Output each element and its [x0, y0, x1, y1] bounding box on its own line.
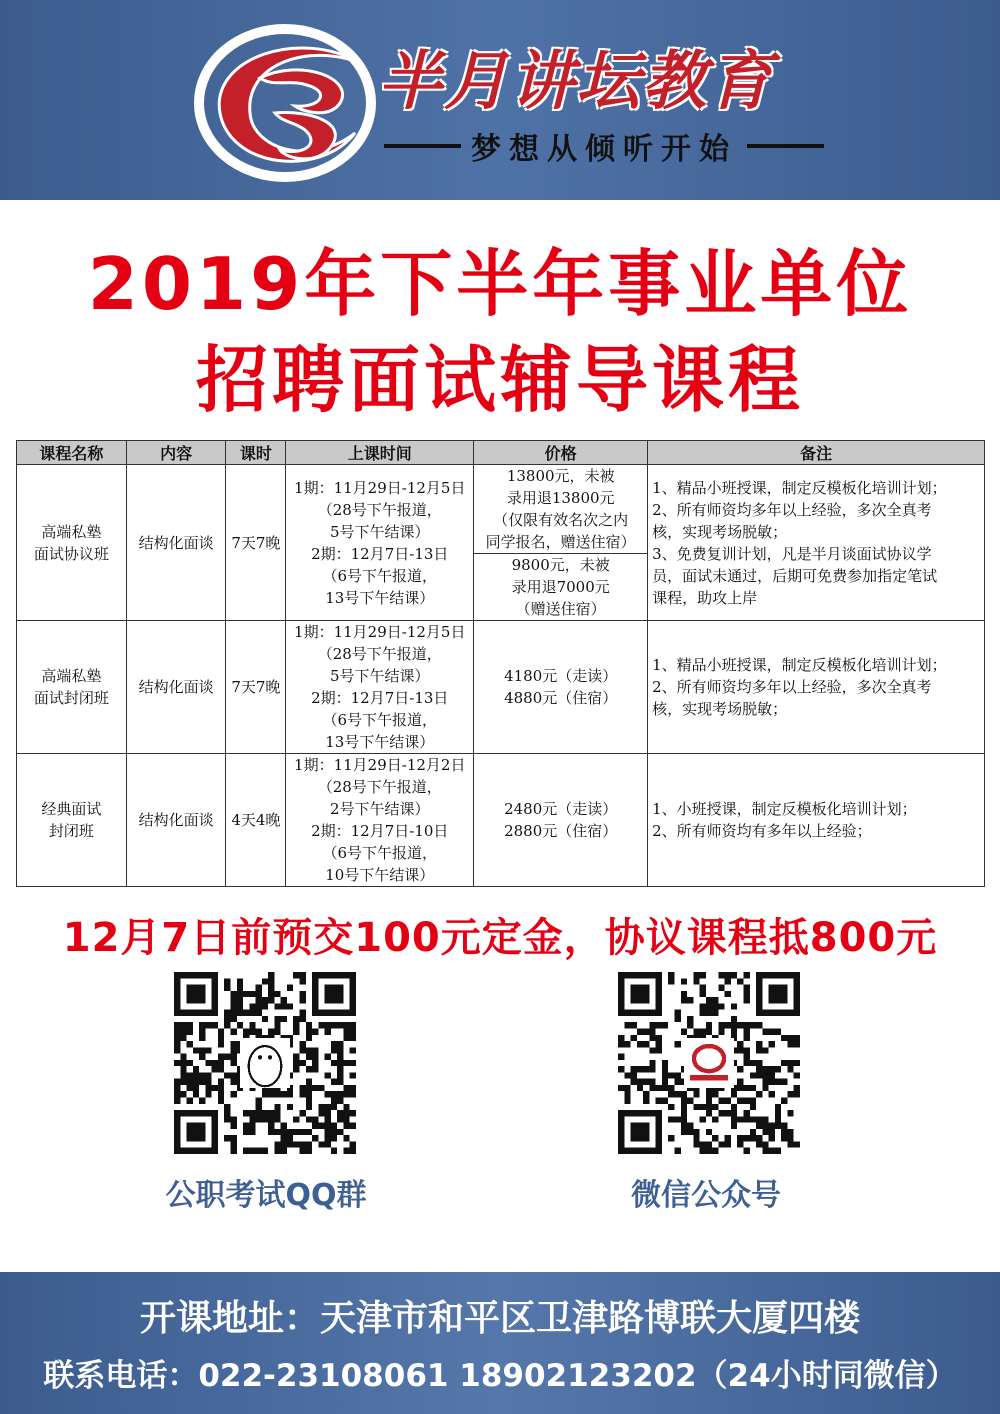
header-content: 内容	[126, 441, 226, 465]
hours-cell: 7天7晚	[226, 465, 286, 621]
course-name-cell: 高端私塾 面试封闭班	[17, 621, 127, 754]
schedule-cell: 1期：11月29日-12月2日 （28号下午报道， 2号下午结课） 2期：12月7日-10日 （6号下午报道， 10号下午结课）	[286, 754, 474, 887]
table-row	[17, 465, 985, 554]
header-course-name: 课程名称	[17, 441, 127, 465]
slogan: 梦想从倾听开始	[471, 132, 737, 167]
price-cell: 13800元，未被 录用退13800元 （仅限有效名次之内 同学报名，赠送住宿）	[474, 465, 648, 554]
course-table	[16, 440, 985, 887]
qq-group-caption: 公职考试QQ群	[165, 1178, 367, 1213]
course-name-cell: 经典面试 封闭班	[17, 754, 127, 887]
schedule-cell: 1期：11月29日-12月5日 （28号下午报道， 5号下午结课） 2期：12月7日-13日 （6号下午报道， 13号下午结课）	[286, 621, 474, 754]
notes-cell: 1、小班授课，制定反模板化培训计划； 2、所有师资均有多年以上经验；	[648, 754, 985, 887]
notes-cell: 1、精品小班授课，制定反模板化培训计划； 2、所有师资均多年以上经验，多次全真考 核，实现考场脱敏；	[648, 621, 985, 754]
slogan-divider	[747, 144, 824, 148]
wechat-caption: 微信公众号	[631, 1178, 781, 1213]
header-schedule: 上课时间	[286, 441, 474, 465]
banyue-logo-icon	[190, 18, 380, 188]
qq-group-qr-code[interactable]	[174, 972, 356, 1154]
wechat-account-qr-code[interactable]	[618, 972, 800, 1154]
price-cell: 4180元（走读） 4880元（住宿）	[474, 621, 648, 754]
header-notes: 备注	[648, 441, 985, 465]
course-name-cell: 高端私塾 面试协议班	[17, 465, 127, 621]
table-row	[17, 754, 985, 887]
hours-cell: 7天7晚	[226, 621, 286, 754]
header-price: 价格	[474, 441, 648, 465]
hours-cell: 4天4晚	[226, 754, 286, 887]
content-cell: 结构化面谈	[126, 465, 226, 621]
notes-cell: 1、精品小班授课，制定反模板化培训计划； 2、所有师资均多年以上经验，多次全真考 核，实现考场脱敏； 3、免费复训计划，凡是半月谈面试协议学 员，面试未通过，后期可免费参加指定笔试 课程，助攻上岸	[648, 465, 985, 621]
slogan-row	[384, 124, 824, 168]
footer-band	[0, 1272, 1000, 1414]
content-cell: 结构化面谈	[126, 621, 226, 754]
table-row	[17, 621, 985, 754]
schedule-cell: 1期：11月29日-12月5日 （28号下午报道， 5号下午结课） 2期：12月7日-13日 （6号下午报道， 13号下午结课）	[286, 465, 474, 621]
phone-text: 联系电话：022-23108061 18902123202（24小时同微信）	[43, 1358, 957, 1394]
page-title-line1: 2019年下半年事业单位	[87, 242, 913, 326]
content-cell: 结构化面谈	[126, 754, 226, 887]
price-cell: 9800元，未被 录用退7000元 （赠送住宿）	[474, 554, 648, 621]
header-hours: 课时	[226, 441, 286, 465]
brand-name: 半月讲坛教育	[378, 45, 774, 119]
price-cell: 2480元（走读） 2880元（住宿）	[474, 754, 648, 887]
header-band	[0, 0, 1000, 200]
address-text: 开课地址：天津市和平区卫津路博联大厦四楼	[139, 1298, 860, 1339]
promo-text: 12月7日前预交100元定金，协议课程抵800元	[62, 915, 938, 961]
table-header-row	[17, 441, 985, 465]
page-title-line2: 招聘面试辅导课程	[195, 338, 804, 422]
qq-penguin-icon	[249, 1046, 282, 1086]
slogan-divider	[384, 144, 461, 148]
